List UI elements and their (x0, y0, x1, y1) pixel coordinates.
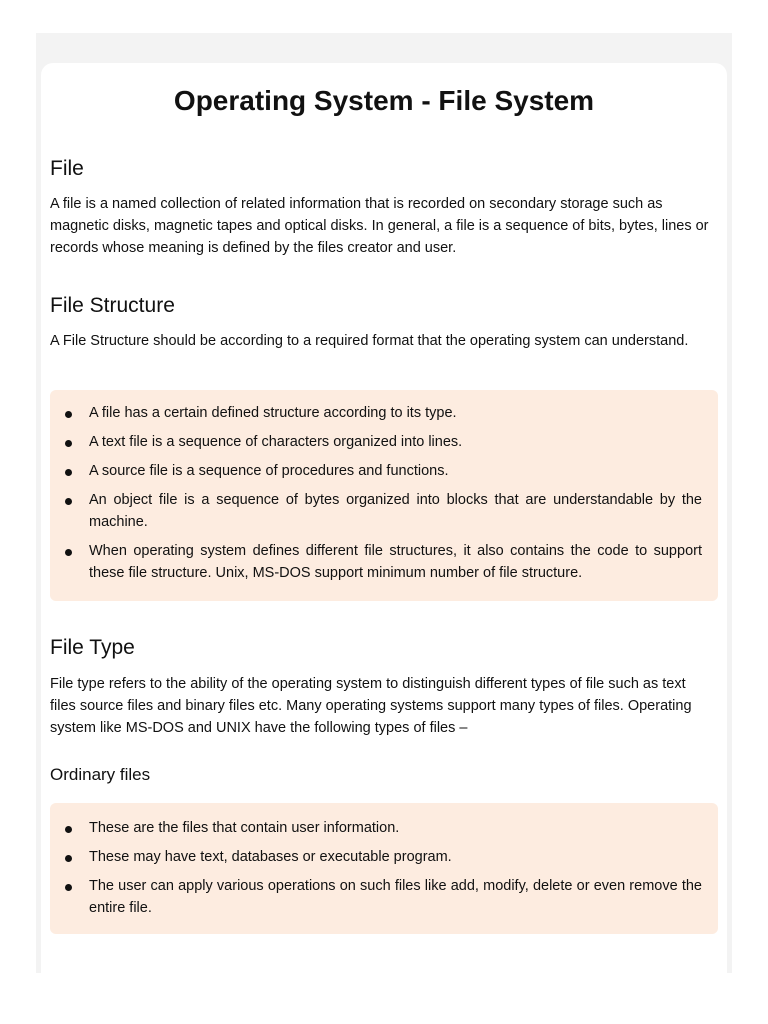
paragraph-file-structure: A File Structure should be according to a required format that the operating system can understand. (50, 333, 689, 349)
bullet-icon (65, 884, 72, 891)
list-item: The user can apply various operations on such files like add, modify, delete or even remove the entire file. (50, 875, 718, 919)
bullet-icon (65, 440, 72, 447)
list-item: An object file is a sequence of bytes organized into blocks that are understandable by the machine. (50, 489, 718, 533)
list-item: A source file is a sequence of procedures and functions. (50, 460, 718, 482)
ordinary-files-list (50, 817, 718, 919)
list-item: These may have text, databases or executable program. (50, 846, 718, 868)
list-item: When operating system defines different file structures, it also contains the code to support these file structure. Unix, MS-DOS support minimum number of file structure. (50, 540, 718, 584)
file-structure-list-panel (50, 390, 718, 601)
bullet-icon (65, 498, 72, 505)
bullet-icon (65, 411, 72, 418)
paragraph-file: A file is a named collection of related information that is recorded on secondary storage such as magnetic disks, magnetic tapes and optical disks. In general, a file is a sequence of bits, bytes, lines or records whose meaning is defined by the files creator and user. (50, 196, 709, 256)
heading-file-structure: File Structure (50, 294, 175, 317)
list-item: A file has a certain defined structure according to its type. (50, 402, 718, 424)
list-item: These are the files that contain user information. (50, 817, 718, 839)
bullet-icon (65, 855, 72, 862)
page-title: Operating System - File System (173, 85, 595, 116)
heading-file-type: File Type (50, 636, 135, 659)
paragraph-file-type: File type refers to the ability of the operating system to distinguish different types of file such as text files source files and binary files etc. Many operating systems support many types of files. Operating system like MS-DOS and UNIX have the following types of files – (50, 676, 692, 736)
heading-file: File (50, 157, 84, 180)
file-structure-list (50, 402, 718, 584)
bullet-icon (65, 826, 72, 833)
ordinary-files-list-panel (50, 803, 718, 934)
bullet-icon (65, 549, 72, 556)
bullet-icon (65, 469, 72, 476)
heading-ordinary-files: Ordinary files (50, 765, 151, 784)
list-item: A text file is a sequence of characters organized into lines. (50, 431, 718, 453)
